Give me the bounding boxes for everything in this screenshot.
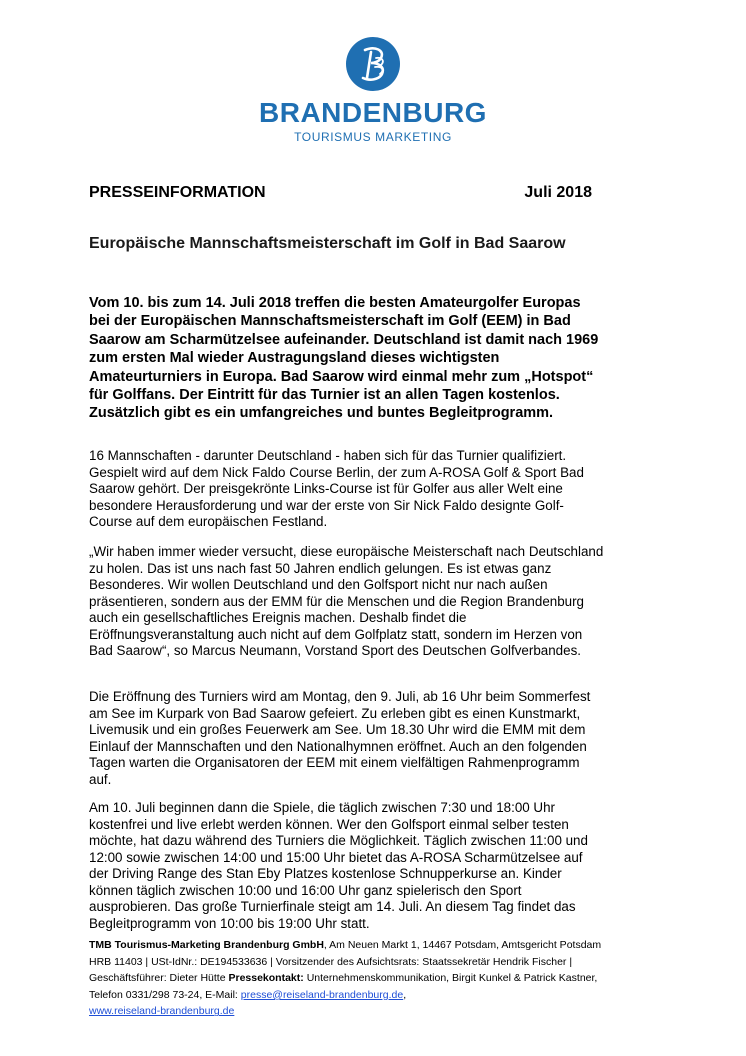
- press-label: PRESSEINFORMATION: [89, 184, 266, 201]
- body-paragraph-4: Am 10. Juli beginnen dann die Spiele, die täglich zwischen 7:30 und 18:00 Uhr kostenfrei und live erlebt werden können. Wer den Golfsport einmal selber testen möchte, hat dazu während des Turniers die Möglichkeit. Täglich zwischen 11:00 und 12:00 sowie zwischen 14:00 und 15:00 Uhr bietet das A-ROSA Scharmützelsee auf der Driving Range des Stan Eby Platzes kostenlose Schnupperkurse an. Kinder können täglich zwischen 10:00 und 16:00 Uhr ganz spielerisch den Sport ausprobieren. Das große Turnierfinale steigt am 14. Juli. An diesem Tag findet das Begleitprogramm von 10:00 bis 19:00 Uhr statt.: [89, 800, 588, 931]
- body-paragraph-2: „Wir haben immer wieder versucht, diese europäische Meisterschaft nach Deutschland zu holen. Das ist uns nach fast 50 Jahren endlich gelungen. Es ist etwas ganz Besonderes. Wir wollen Deutschland und den Golfsport nicht nur nach außen präsentieren, sondern aus der EMM für die Menschen und die Region Brandenburg auch ein gesellschaftliches Ereignis machen. Deshalb findet die Eröffnungsveranstaltung auch nicht auf dem Golfplatz statt, sondern im Herzen von Bad Saarow“, so Marcus Neumann, Vorstand Sport des Deutschen Golfverbandes.: [89, 544, 604, 658]
- footer-contact-details: Unternehmenskommunikation, Birgit Kunkel & Patrick Kastner, Telefon 0331/298 73-24, E-Mail:: [89, 972, 598, 1001]
- imprint-footer: [89, 937, 609, 1020]
- lead-paragraph: Vom 10. bis zum 14. Juli 2018 treffen die besten Amateurgolfer Europas bei der Europäischen Mannschaftsmeisterschaft im Golf (EEM) in Bad Saarow am Scharmützelsee aufeinander. Deutschland ist damit nach 1969 zum ersten Mal wieder Austragungsland dieses wichtigsten Amateurturniers in Europa. Bad Saarow wird einmal mehr zum „Hotspot“ für Golffans. Der Eintritt für das Turnier ist an allen Tagen kostenlos. Zusätzlich gibt es ein umfangreiches und buntes Begleitprogramm.: [89, 295, 599, 422]
- body-paragraph-1: 16 Mannschaften - darunter Deutschland - haben sich für das Turnier qualifiziert. Gespielt wird auf dem Nick Faldo Course Berlin, der zum A-ROSA Golf & Sport Bad Saarow gehört. Der preisgekrönte Links-Course ist für Golfer aus aller Welt eine besondere Herausforderung und war der erste von Sir Nick Faldo designte Golf-Course auf dem europäischen Festland.: [89, 448, 584, 529]
- article-headline: Europäische Mannschaftsmeisterschaft im Golf in Bad Saarow: [89, 235, 566, 252]
- release-date: Juli 2018: [524, 184, 592, 201]
- brandenburg-b-logo-icon: [345, 36, 401, 92]
- footer-separator: ,: [403, 988, 407, 1001]
- logo-subtitle: TOURISMUS MARKETING: [294, 130, 452, 144]
- brand-logo: [0, 36, 746, 144]
- footer-company-details: , Am Neuen Markt 1, 14467 Potsdam, Amtsgericht Potsdam HRB 11403 | USt-IdNr.: DE194533636 | Vorsitzender des Aufsichtsrats: Staatssekretär Hendrik Fischer | Geschäftsführer: Dieter Hütte: [89, 939, 602, 985]
- footer-company: TMB Tourismus-Marketing Brandenburg GmbH: [89, 939, 324, 951]
- footer-contact-label: Pressekontakt:: [228, 972, 304, 985]
- body-paragraph-3: Die Eröffnung des Turniers wird am Montag, den 9. Juli, ab 16 Uhr beim Sommerfest am See im Kurpark von Bad Saarow gefeiert. Zu erleben gibt es einen Kunstmarkt, Livemusik und ein großes Feuerwerk am See. Um 18.30 Uhr wird die EMM mit dem Einlauf der Mannschaften und den Nationalhymnen eröffnet. Auch an den folgenden Tagen warten die Organisatoren der EEM mit einem vielfältigen Rahmenprogramm auf.: [89, 689, 591, 787]
- document-header: [89, 184, 592, 202]
- website-link[interactable]: www.reiseland-brandenburg.de: [89, 1005, 235, 1018]
- press-email-link[interactable]: presse@reiseland-brandenburg.de: [240, 988, 404, 1001]
- logo-title: BRANDENBURG: [259, 97, 487, 128]
